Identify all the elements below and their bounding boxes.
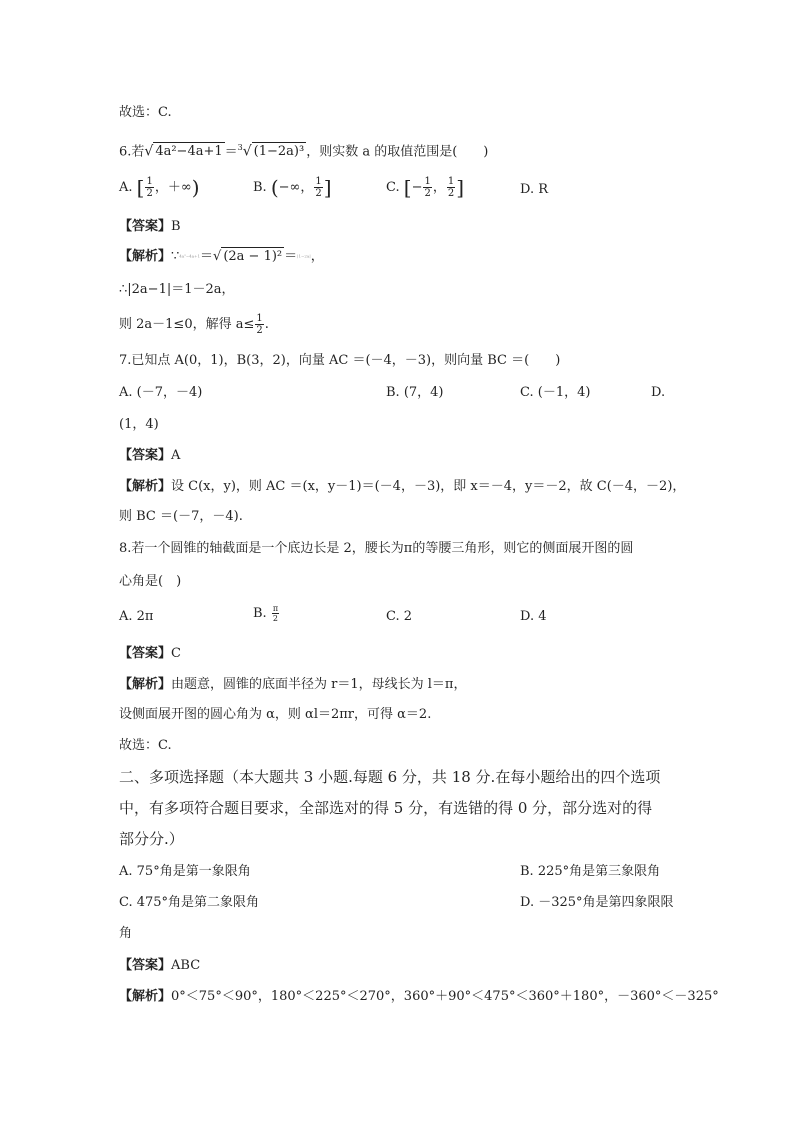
answer-9: 【答案】ABC: [119, 958, 201, 973]
mq-option-c: C. 475°角是第二象限角: [119, 895, 260, 910]
question-6: 6.若√ 4a²−4a+1 ＝$^3$√ (1−2a)³ ，则实数 a 的取值范围是( ): [119, 143, 489, 160]
q7-option-b: B. (7，4): [386, 385, 444, 400]
explanation-8-line3: 故选：C.: [119, 738, 172, 753]
q6-option-c: C. [− $\frac{1}{2}$ ， $\frac{1}{2}$ ]: [386, 175, 465, 200]
q7-option-a: A. (－7，－4): [119, 385, 203, 400]
section-2-heading: 二、多项选择题（本大题共 3 小题.每题 6 分，共 18 分.在每小题给出的四个选项: [119, 768, 661, 786]
answer-7: 【答案】A: [119, 448, 181, 463]
q6-option-d: D. R: [520, 182, 549, 197]
explanation-6-line3: 则 2a－1≤0，解得 a≤ $\frac{1}{2}$ .: [119, 313, 269, 336]
answer-6: 【答案】B: [119, 219, 181, 234]
q6-option-a: A. [ $\frac{1}{2}$ ，＋∞): [119, 175, 200, 200]
q8-option-c: C. 2: [386, 609, 413, 624]
q6-option-b: B. (−∞， $\frac{1}{2}$ ]: [253, 175, 332, 200]
q7-option-d: D.: [651, 385, 666, 400]
mq-option-d: D. －325°角是第四象限限: [520, 895, 674, 910]
explanation-9: 【解析】0°＜75°＜90°，180°＜225°＜270°，360°＋90°＜475°＜360°＋180°，－360°＜－325°: [119, 989, 719, 1004]
question-8: 8.若一个圆锥的轴截面是一个底边长是 2，腰长为π的等腰三角形，则它的侧面展开图的圆: [119, 541, 634, 556]
q7-option-c: C. (－1，4): [520, 385, 591, 400]
mq-option-b: B. 225°角是第三象限角: [520, 864, 661, 879]
mq-option-d-wrap: 角: [119, 926, 133, 941]
explanation-6-line2: ∴|2a−1|＝1－2a，: [119, 282, 235, 297]
q8-option-d: D. 4: [520, 609, 547, 624]
explanation-8-line2: 设侧面展开图的圆心角为 α，则 αl＝2πr，可得 α＝2.: [119, 707, 432, 722]
question-7: 7.已知点 A(0，1)，B(3，2)，向量 AC ＝(－4，－3)，则向量 BC ＝( ): [119, 353, 561, 368]
explanation-6: 【解析】∵4a²−4a+1＝√ (2a − 1)² ＝|1−2a|，: [119, 249, 324, 264]
q8-option-a: A. 2π: [119, 609, 154, 624]
conclusion-line: 故选：C.: [119, 105, 172, 120]
section-2-heading-line3: 部分分.）: [119, 830, 184, 848]
q8-option-b: B. $\frac{\pi}{2}$: [253, 604, 279, 623]
explanation-7-line2: 则 BC ＝(－7，－4).: [119, 509, 243, 524]
mq-option-a: A. 75°角是第一象限角: [119, 864, 251, 879]
explanation-8: 【解析】由题意，圆锥的底面半径为 r＝1，母线长为 l＝π，: [119, 677, 467, 692]
answer-8: 【答案】C: [119, 646, 181, 661]
explanation-7: 【解析】设 C(x，y)，则 AC ＝(x，y－1)＝(－4，－3)，即 x＝－4，y＝－2，故 C(－4，－2)，: [119, 479, 686, 494]
section-2-heading-line2: 中，有多项符合题目要求，全部选对的得 5 分，有选错的得 0 分，部分选对的得: [119, 799, 653, 817]
question-8-line2: 心角是( ): [119, 574, 182, 589]
q7-option-d-value: (1，4): [119, 417, 159, 432]
